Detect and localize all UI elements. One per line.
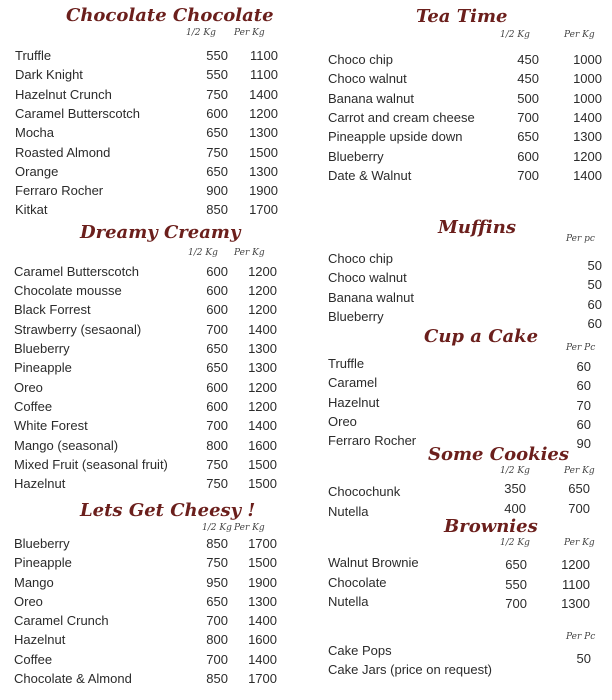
col-header-per-kg: Per Kg: [234, 523, 265, 533]
col-header-half-kg: 1/2 Kg: [500, 538, 530, 548]
col-header-per-pc: Per Pc: [566, 343, 596, 353]
col-header-per-kg: Per Kg: [234, 28, 265, 38]
col-header-per-kg: Per Kg: [564, 30, 595, 40]
col-header-per-kg: Per Kg: [564, 466, 595, 476]
col-header-half-kg: 1/2 Kg: [186, 28, 216, 38]
col-header-half-kg: 1/2 Kg: [188, 248, 218, 258]
section-title-muffins: Muffins: [438, 217, 516, 238]
col-header-half-kg: 1/2 Kg: [500, 466, 530, 476]
col-header-per-pc: Per Pc: [566, 632, 596, 642]
section-title-cupacake: Cup a Cake: [424, 326, 539, 347]
section-title-cheesy: Lets Get Cheesy !: [80, 500, 256, 521]
col-header-per-kg: Per Kg: [564, 538, 595, 548]
section-title-cookies: Some Cookies: [428, 444, 570, 465]
section-title-teatime: Tea Time: [416, 6, 508, 27]
col-header-half-kg: 1/2 Kg: [202, 523, 232, 533]
col-header-per-pc: Per pc: [566, 234, 595, 244]
section-title-chocolate: Chocolate Chocolate: [66, 5, 274, 26]
section-title-dreamy: Dreamy Creamy: [80, 222, 241, 243]
col-header-per-kg: Per Kg: [234, 248, 265, 258]
col-header-half-kg: 1/2 Kg: [500, 30, 530, 40]
section-title-brownies: Brownies: [444, 516, 538, 537]
